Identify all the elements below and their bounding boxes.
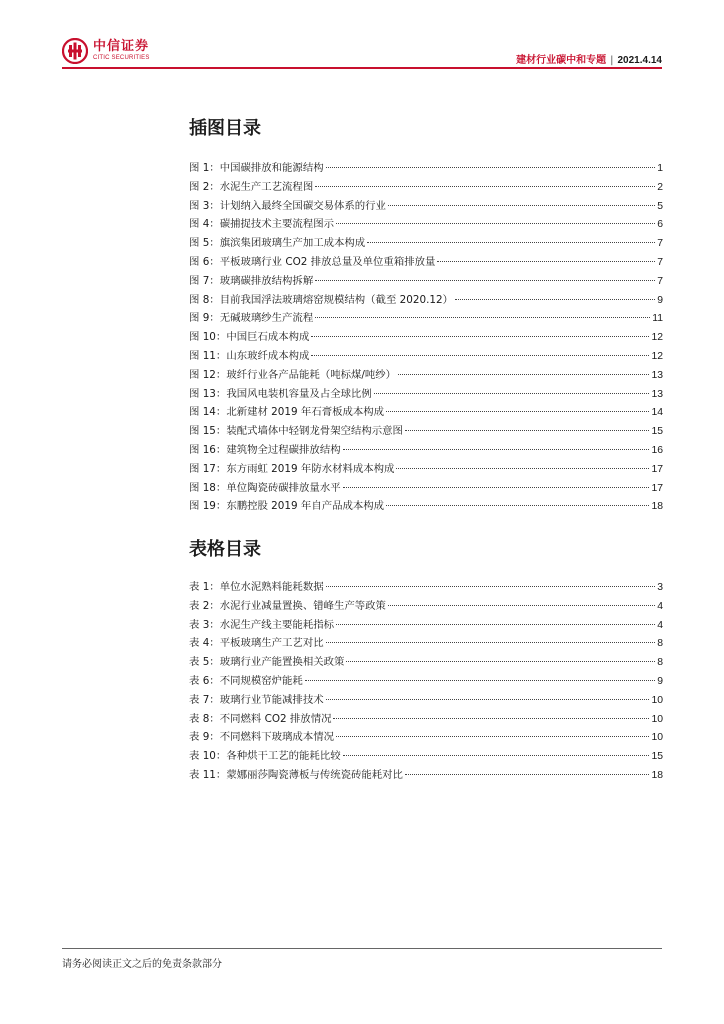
dot-leader [336, 223, 655, 224]
table-title: 不同燃料 CO2 排放情况 [219, 712, 332, 725]
figure-label: 图 15： [189, 425, 227, 438]
figure-title: 无碱玻璃纱生产流程 [219, 312, 314, 325]
table-title: 单位水泥熟料能耗数据 [219, 581, 324, 593]
figure-title: 北新建材 2019 年石膏板成本构成 [226, 406, 385, 419]
dot-leader [386, 411, 649, 412]
tables-heading: 表格目录 [189, 539, 261, 560]
logo-english-name: CITIC SECURITIES [93, 55, 150, 61]
table-label: 表 4： [189, 637, 220, 650]
page-number: 8 [657, 657, 663, 669]
figure-title: 单位陶瓷砖碳排放量水平 [226, 481, 341, 494]
figure-toc-entry[interactable] [189, 253, 663, 272]
page-number: 18 [651, 501, 663, 513]
page-number: 15 [651, 751, 663, 763]
figure-toc-entry[interactable] [189, 403, 663, 422]
figure-toc-entry[interactable] [189, 159, 663, 178]
table-toc-entry[interactable] [189, 710, 663, 729]
page-number: 4 [657, 600, 663, 612]
figures-toc-list [189, 159, 663, 516]
dot-leader [343, 487, 650, 488]
dot-leader [315, 317, 650, 318]
citic-logo [62, 38, 150, 64]
figure-title: 中国碳排放和能源结构 [219, 162, 324, 174]
figure-toc-entry[interactable] [189, 272, 663, 291]
page-number: 10 [651, 694, 663, 706]
dot-leader [326, 699, 650, 700]
dot-leader [388, 205, 655, 206]
table-label: 表 3： [189, 618, 220, 631]
dot-leader [326, 586, 656, 587]
dot-leader [455, 299, 655, 300]
figure-label: 图 17： [189, 462, 227, 475]
figure-label: 图 13： [189, 387, 227, 400]
figure-toc-entry[interactable] [189, 234, 663, 253]
table-title: 平板玻璃生产工艺对比 [219, 637, 324, 650]
dot-leader [315, 186, 655, 187]
report-type: 建材行业碳中和专题 [516, 55, 607, 66]
page-number: 18 [651, 769, 663, 781]
table-toc-entry[interactable] [189, 691, 663, 710]
page-number: 17 [651, 463, 663, 475]
table-label: 表 5： [189, 656, 220, 669]
figure-label: 图 10： [189, 331, 227, 344]
table-title: 不同燃料下玻璃成本情况 [219, 731, 334, 744]
page-number: 10 [651, 732, 663, 744]
figure-label: 图 4： [189, 218, 220, 231]
table-toc-entry[interactable] [189, 672, 663, 691]
figure-label: 图 5： [189, 237, 220, 250]
figure-title: 山东玻纤成本构成 [226, 349, 310, 362]
tables-toc-list [189, 578, 663, 785]
table-label: 表 6： [189, 674, 220, 687]
page-number: 16 [651, 444, 663, 456]
table-label: 表 8： [189, 712, 220, 725]
page-number: 13 [651, 369, 663, 381]
table-label: 表 10： [189, 750, 227, 763]
page-number: 7 [657, 275, 663, 287]
table-label: 表 11： [189, 768, 227, 781]
figure-title: 碳捕捉技术主要流程图示 [219, 218, 334, 231]
figure-label: 图 11： [189, 349, 227, 362]
page-number: 6 [657, 219, 663, 231]
figure-toc-entry[interactable] [189, 291, 663, 310]
table-toc-entry[interactable] [189, 578, 663, 597]
figure-label: 图 6： [189, 255, 220, 268]
dot-leader [311, 355, 649, 356]
figure-label: 图 14： [189, 406, 227, 419]
figure-toc-entry[interactable] [189, 460, 663, 479]
figure-title: 旗滨集团玻璃生产加工成本构成 [219, 237, 366, 250]
dot-leader [336, 624, 655, 625]
page-header [0, 0, 724, 70]
figure-title: 水泥生产工艺流程图 [219, 180, 314, 193]
header-report-info [516, 51, 662, 66]
dot-leader [343, 755, 650, 756]
table-label: 表 9： [189, 731, 220, 744]
page-number: 10 [651, 713, 663, 725]
dot-leader [326, 642, 656, 643]
citic-logo-icon [62, 38, 88, 64]
figure-title: 东方雨虹 2019 年防水材料成本构成 [226, 462, 395, 475]
logo-chinese-name: 中信证券 [93, 39, 150, 54]
page-number: 9 [657, 675, 663, 687]
page-number: 3 [657, 582, 663, 593]
figure-toc-entry[interactable] [189, 422, 663, 441]
footer-disclaimer: 请务必阅读正文之后的免责条款部分 [62, 959, 222, 970]
figure-label: 图 1： [189, 162, 220, 174]
figure-title: 玻璃碳排放结构拆解 [219, 274, 314, 287]
dot-leader [311, 336, 649, 337]
table-title: 玻璃行业产能置换相关政策 [219, 656, 345, 669]
dot-leader [437, 261, 655, 262]
figure-toc-entry[interactable] [189, 441, 663, 460]
header-separator: | [610, 55, 614, 66]
page-number: 9 [657, 294, 663, 306]
figure-title: 平板玻璃行业 CO2 排放总量及单位重箱排放量 [219, 255, 436, 268]
figure-label: 图 12： [189, 368, 227, 381]
dot-leader [396, 468, 649, 469]
dot-leader [346, 661, 655, 662]
table-title: 不同规模窑炉能耗 [219, 674, 303, 687]
header-divider [62, 67, 662, 69]
figure-toc-entry[interactable] [189, 497, 663, 516]
table-toc-entry[interactable] [189, 766, 663, 785]
page-number: 2 [657, 181, 663, 193]
page-number: 5 [657, 200, 663, 212]
figure-title: 建筑物全过程碳排放结构 [226, 443, 341, 456]
figure-title: 我国风电装机容量及占全球比例 [226, 387, 372, 400]
figures-heading: 插图目录 [189, 118, 261, 139]
figure-label: 图 2： [189, 180, 220, 193]
page-number: 1 [657, 163, 663, 174]
figure-title: 中国巨石成本构成 [226, 331, 310, 344]
figure-toc-entry[interactable] [189, 347, 663, 366]
table-label: 表 7： [189, 693, 220, 706]
figure-toc-entry[interactable] [189, 479, 663, 498]
dot-leader [405, 774, 649, 775]
page-number: 11 [652, 313, 663, 325]
table-title: 玻璃行业节能减排技术 [219, 693, 324, 706]
table-title: 水泥生产线主要能耗指标 [219, 618, 334, 631]
figure-label: 图 18： [189, 481, 227, 494]
page-number: 7 [657, 256, 663, 268]
figure-toc-entry[interactable] [189, 385, 663, 404]
page-number: 7 [657, 238, 663, 250]
dot-leader [398, 374, 649, 375]
page-number: 14 [651, 407, 663, 419]
report-date: 2021.4.14 [617, 55, 662, 66]
figure-label: 图 16： [189, 443, 227, 456]
dot-leader [305, 680, 655, 681]
figure-toc-entry[interactable] [189, 366, 663, 385]
figure-toc-entry[interactable] [189, 178, 663, 197]
figure-label: 图 7： [189, 274, 220, 287]
figure-toc-entry[interactable] [189, 197, 663, 216]
figure-label: 图 19： [189, 500, 227, 513]
dot-leader [374, 393, 650, 394]
dot-leader [367, 242, 655, 243]
table-toc-entry[interactable] [189, 616, 663, 635]
dot-leader [388, 605, 655, 606]
figure-toc-entry[interactable] [189, 309, 663, 328]
figure-toc-entry[interactable] [189, 215, 663, 234]
dot-leader [315, 280, 655, 281]
page-number: 15 [651, 426, 663, 438]
page-number: 13 [651, 388, 663, 400]
page-number: 4 [657, 619, 663, 631]
page-number: 12 [651, 332, 663, 344]
dot-leader [405, 430, 649, 431]
dot-leader [343, 449, 650, 450]
dot-leader [326, 167, 656, 168]
dot-leader [336, 736, 649, 737]
table-title: 水泥行业减量置换、错峰生产等政策 [219, 599, 386, 612]
table-toc-entry[interactable] [189, 597, 663, 616]
figure-title: 装配式墙体中轻钢龙骨架空结构示意图 [226, 425, 403, 438]
figure-toc-entry[interactable] [189, 328, 663, 347]
page-number: 8 [657, 638, 663, 650]
figure-label: 图 9： [189, 312, 220, 325]
figure-title: 计划纳入最终全国碳交易体系的行业 [219, 199, 386, 212]
page-number: 12 [651, 350, 663, 362]
page-number: 17 [651, 482, 663, 494]
table-title: 蒙娜丽莎陶瓷薄板与传统瓷砖能耗对比 [226, 768, 403, 781]
table-label: 表 2： [189, 599, 220, 612]
table-toc-entry[interactable] [189, 653, 663, 672]
table-label: 表 1： [189, 581, 220, 593]
figure-title: 东鹏控股 2019 年自产品成本构成 [226, 500, 385, 513]
footer-divider [62, 948, 662, 949]
dot-leader [333, 718, 649, 719]
figure-title: 玻纤行业各产品能耗（吨标煤/吨纱） [226, 368, 397, 381]
table-toc-entry[interactable] [189, 728, 663, 747]
table-toc-entry[interactable] [189, 747, 663, 766]
figure-label: 图 8： [189, 293, 220, 306]
figure-title: 目前我国浮法玻璃熔窑规模结构（截至 2020.12） [219, 293, 454, 306]
table-toc-entry[interactable] [189, 634, 663, 653]
figure-label: 图 3： [189, 199, 220, 212]
table-title: 各种烘干工艺的能耗比较 [226, 750, 341, 763]
dot-leader [386, 505, 649, 506]
